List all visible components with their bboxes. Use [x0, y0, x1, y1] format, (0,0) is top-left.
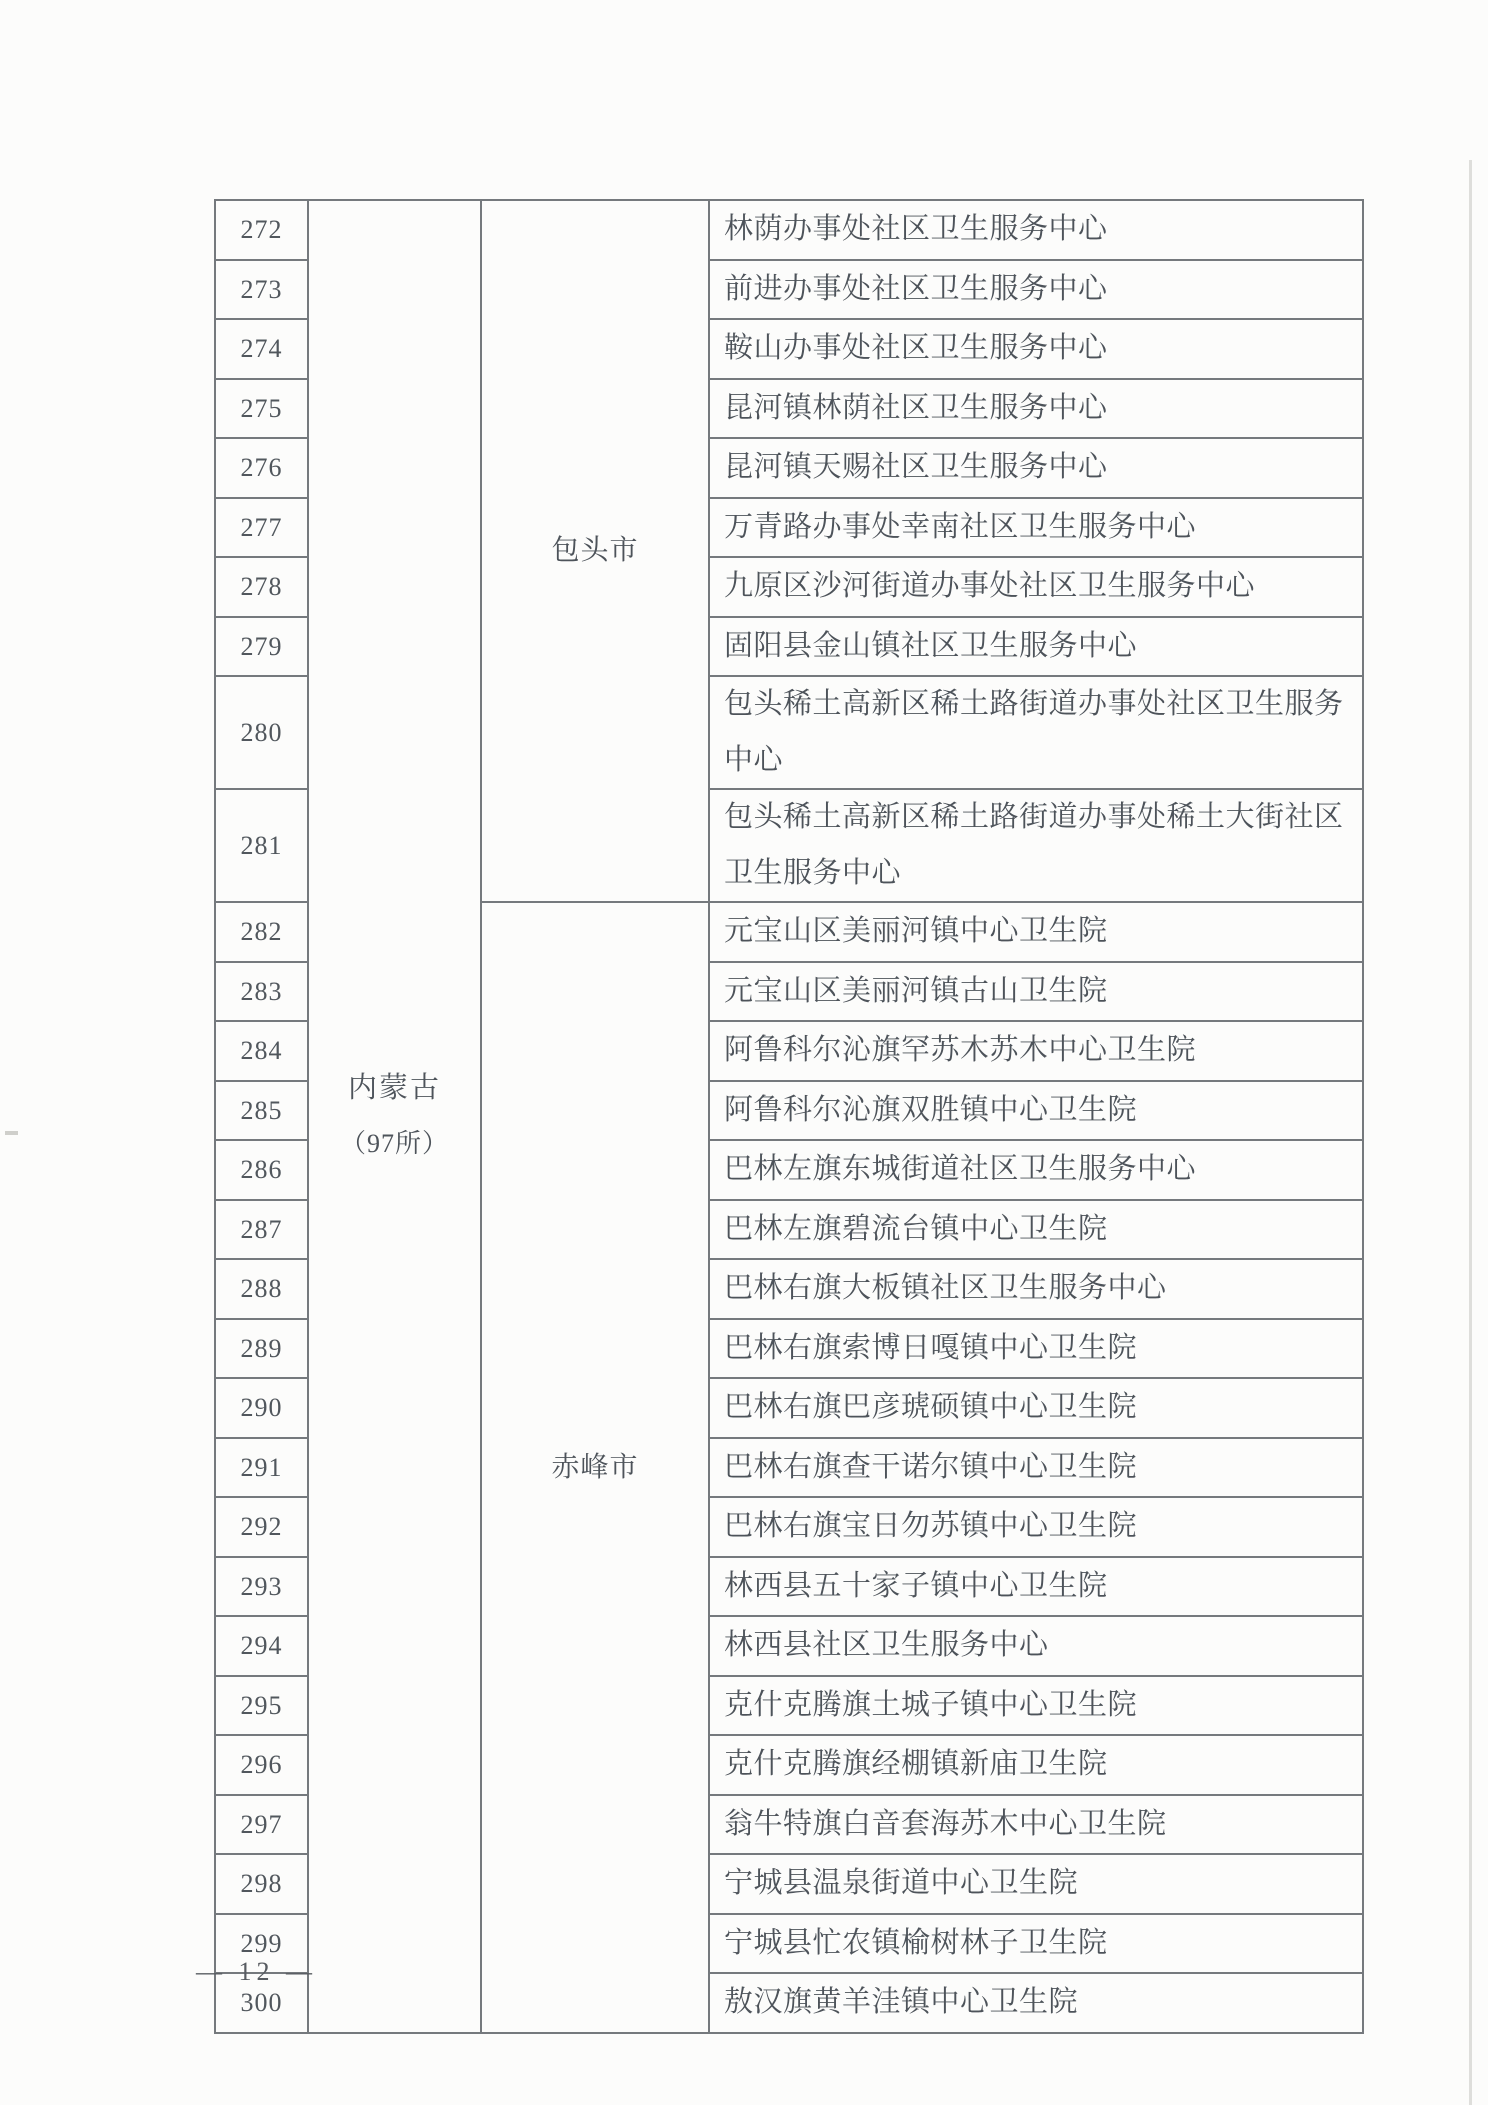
facility-cell: 敖汉旗黄羊洼镇中心卫生院	[709, 1973, 1363, 2033]
facility-cell: 鞍山办事处社区卫生服务中心	[709, 319, 1363, 379]
row-number-cell: 299	[215, 1914, 308, 1974]
row-number-cell: 296	[215, 1735, 308, 1795]
row-number-cell: 279	[215, 617, 308, 677]
facility-cell: 林西县五十家子镇中心卫生院	[709, 1557, 1363, 1617]
facility-cell: 林西县社区卫生服务中心	[709, 1616, 1363, 1676]
facility-cell: 阿鲁科尔沁旗罕苏木苏木中心卫生院	[709, 1021, 1363, 1081]
facility-cell: 巴林右旗大板镇社区卫生服务中心	[709, 1259, 1363, 1319]
row-number-cell: 278	[215, 557, 308, 617]
facility-cell: 林荫办事处社区卫生服务中心	[709, 200, 1363, 260]
facility-cell: 元宝山区美丽河镇古山卫生院	[709, 962, 1363, 1022]
row-number-cell: 282	[215, 902, 308, 962]
row-number-cell: 276	[215, 438, 308, 498]
facility-table	[214, 199, 1364, 2034]
row-number-cell: 280	[215, 676, 308, 789]
facility-cell: 前进办事处社区卫生服务中心	[709, 260, 1363, 320]
row-number-cell: 274	[215, 319, 308, 379]
row-number-cell: 297	[215, 1795, 308, 1855]
facility-cell: 巴林右旗查干诺尔镇中心卫生院	[709, 1438, 1363, 1498]
province-count: （97所）	[339, 1129, 449, 1159]
row-number-cell: 272	[215, 200, 308, 260]
row-number-cell: 286	[215, 1140, 308, 1200]
row-number-cell: 275	[215, 379, 308, 439]
facility-cell: 巴林右旗巴彦琥硕镇中心卫生院	[709, 1378, 1363, 1438]
row-number-cell: 292	[215, 1497, 308, 1557]
facility-cell: 九原区沙河街道办事处社区卫生服务中心	[709, 557, 1363, 617]
row-number-cell: 281	[215, 789, 308, 902]
city-cell: 包头市	[481, 200, 709, 902]
row-number-cell: 273	[215, 260, 308, 320]
facility-cell: 巴林左旗东城街道社区卫生服务中心	[709, 1140, 1363, 1200]
row-number-cell: 295	[215, 1676, 308, 1736]
province-name: 内蒙古	[347, 1071, 441, 1104]
facility-cell: 阿鲁科尔沁旗双胜镇中心卫生院	[709, 1081, 1363, 1141]
facility-cell: 昆河镇天赐社区卫生服务中心	[709, 438, 1363, 498]
facility-cell: 翁牛特旗白音套海苏木中心卫生院	[709, 1795, 1363, 1855]
facility-cell: 宁城县忙农镇榆树林子卫生院	[709, 1914, 1363, 1974]
scan-edge-line	[1469, 160, 1472, 2105]
facility-table-body	[215, 200, 1363, 2033]
row-number-cell: 289	[215, 1319, 308, 1379]
facility-cell: 宁城县温泉街道中心卫生院	[709, 1854, 1363, 1914]
facility-cell: 万青路办事处幸南社区卫生服务中心	[709, 498, 1363, 558]
page-number: — 12 —	[196, 1957, 317, 1986]
facility-cell: 巴林右旗索博日嘎镇中心卫生院	[709, 1319, 1363, 1379]
facility-cell: 克什克腾旗土城子镇中心卫生院	[709, 1676, 1363, 1736]
facility-cell: 巴林左旗碧流台镇中心卫生院	[709, 1200, 1363, 1260]
row-number-cell: 298	[215, 1854, 308, 1914]
city-cell: 赤峰市	[481, 902, 709, 2033]
row-number-cell: 283	[215, 962, 308, 1022]
facility-cell: 包头稀土高新区稀土路街道办事处稀土大街社区卫生服务中心	[709, 789, 1363, 902]
facility-cell: 包头稀土高新区稀土路街道办事处社区卫生服务中心	[709, 676, 1363, 789]
table-row	[215, 200, 1363, 260]
scan-speck	[5, 1131, 18, 1135]
row-number-cell: 287	[215, 1200, 308, 1260]
facility-cell: 固阳县金山镇社区卫生服务中心	[709, 617, 1363, 677]
facility-cell: 巴林右旗宝日勿苏镇中心卫生院	[709, 1497, 1363, 1557]
row-number-cell: 290	[215, 1378, 308, 1438]
row-number-cell: 294	[215, 1616, 308, 1676]
row-number-cell: 277	[215, 498, 308, 558]
facility-cell: 克什克腾旗经棚镇新庙卫生院	[709, 1735, 1363, 1795]
row-number-cell: 300	[215, 1973, 308, 2033]
province-cell	[308, 200, 481, 2033]
facility-cell: 昆河镇林荫社区卫生服务中心	[709, 379, 1363, 439]
row-number-cell: 293	[215, 1557, 308, 1617]
row-number-cell: 288	[215, 1259, 308, 1319]
row-number-cell: 291	[215, 1438, 308, 1498]
row-number-cell: 284	[215, 1021, 308, 1081]
row-number-cell: 285	[215, 1081, 308, 1141]
facility-cell: 元宝山区美丽河镇中心卫生院	[709, 902, 1363, 962]
